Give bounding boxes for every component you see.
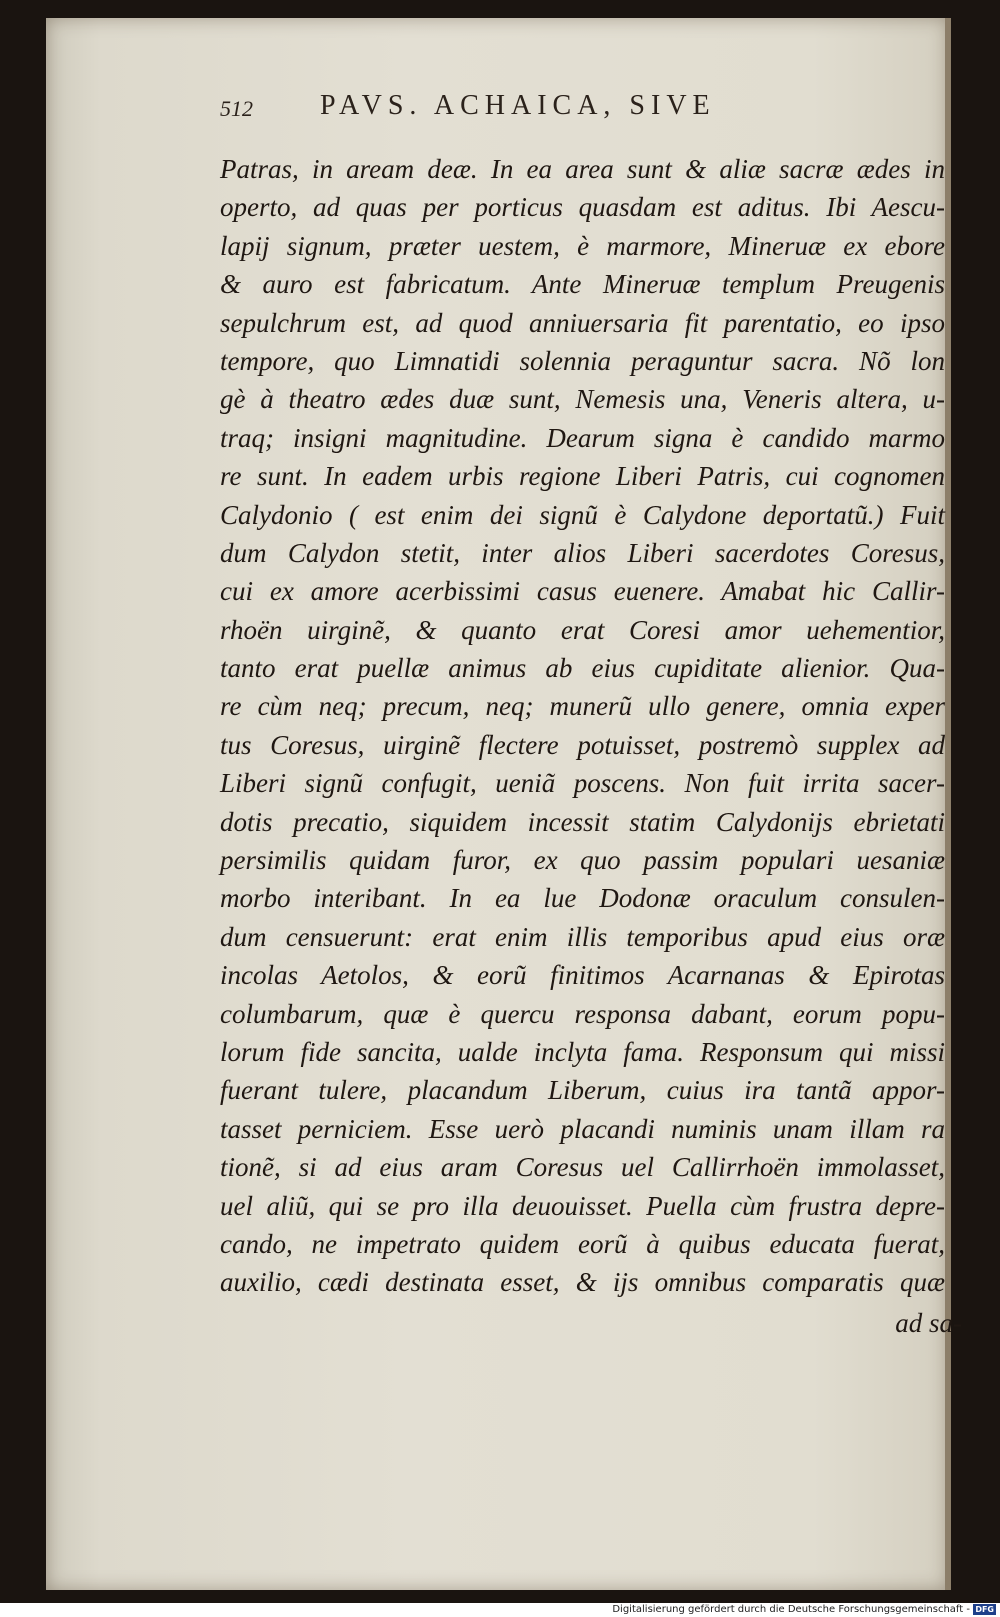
text-line: traq; insigni magnitudine. Dearum signa è candido marmo xyxy=(220,422,945,453)
text-line: tanto erat puellæ animus ab eius cupiditate alienior. Qua- xyxy=(220,653,945,684)
page-edge xyxy=(945,18,951,1590)
text-line: lorum fide sancita, ualde inclyta fama. Responsum qui missi xyxy=(220,1036,945,1067)
text-line: dum censuerunt: erat enim illis temporibus apud eius oræ xyxy=(220,921,945,952)
text-line: operto, ad quas per porticus quasdam est aditus. Ibi Aescu- xyxy=(220,192,945,223)
text-line: uel aliũ, qui se pro illa deuouisset. Puella cùm frustra depre- xyxy=(220,1190,945,1221)
text-line: tionẽ, si ad eius aram Coresus uel Callirrhoën immolasset, xyxy=(220,1152,945,1183)
text-line: cui ex amore acerbissimi casus euenere. Amabat hic Callir- xyxy=(220,576,945,607)
text-line: tempore, quo Limnatidi solennia peraguntur sacra. Nõ lon xyxy=(220,345,945,376)
body-text xyxy=(220,150,945,1302)
footer-credit: Digitalisierung gefördert durch die Deutsche Forschungsgemeinschaft - xyxy=(612,1604,970,1615)
footer xyxy=(0,1603,1000,1617)
text-line: & auro est fabricatum. Ante Mineruæ templum Preugenis xyxy=(220,269,945,300)
text-line: gè à theatro ædes duæ sunt, Nemesis una, Veneris altera, u- xyxy=(220,384,945,415)
text-line: auxilio, cædi destinata esset, & ijs omnibus comparatis quæ xyxy=(220,1267,945,1298)
text-line: sepulchrum est, ad quod anniuersaria fit parentatio, eo ipso xyxy=(220,307,945,338)
text-line: Patras, in aream deæ. In ea area sunt & aliæ sacræ ædes in xyxy=(220,154,945,184)
text-line: Calydonio ( est enim dei signũ è Calydone deportatũ.) Fuit xyxy=(220,499,945,530)
text-line: cando, ne impetrato quidem eorũ à quibus educata fuerat, xyxy=(220,1228,945,1259)
text-line: rhoën uirginẽ, & quanto erat Coresi amor uehementior, xyxy=(220,614,945,645)
text-line: columbarum, quæ è quercu responsa dabant, eorum popu- xyxy=(220,998,945,1029)
text-line: dum Calydon stetit, inter alios Liberi sacerdotes Coresus, xyxy=(220,537,945,568)
text-line: re sunt. In eadem urbis regione Liberi Patris, cui cognomen xyxy=(220,461,945,492)
catchword: ad sa- xyxy=(895,1308,962,1338)
text-line: persimilis quidam furor, ex quo passim populari uesaniæ xyxy=(220,845,945,876)
page-header xyxy=(220,90,920,130)
running-title: PAVS. ACHAICA, SIVE xyxy=(320,90,716,121)
text-line: Liberi signũ confugit, ueniã poscens. Non fuit irrita sacer- xyxy=(220,768,945,799)
text-line: tasset perniciem. Esse uerò placandi numinis unam illam ra xyxy=(220,1113,945,1144)
text-line: re cùm neq; precum, neq; munerũ ullo genere, omnia exper xyxy=(220,691,945,722)
text-line: lapij signum, præter uestem, è marmore, Mineruæ ex ebore xyxy=(220,230,945,261)
dfg-logo: DFG xyxy=(975,1605,994,1614)
text-line: incolas Aetolos, & eorũ finitimos Acarnanas & Epirotas xyxy=(220,960,945,991)
page-number: 512 xyxy=(220,96,253,121)
text-line: morbo interibant. In ea lue Dodonæ oraculum consulen- xyxy=(220,883,945,914)
text-line: dotis precatio, siquidem incessit statim Calydonijs ebrietati xyxy=(220,806,945,837)
text-line: tus Coresus, uirginẽ flectere potuisset, postremò supplex ad xyxy=(220,729,945,760)
text-line: fuerant tulere, placandum Liberum, cuius ira tantã appor- xyxy=(220,1075,945,1106)
